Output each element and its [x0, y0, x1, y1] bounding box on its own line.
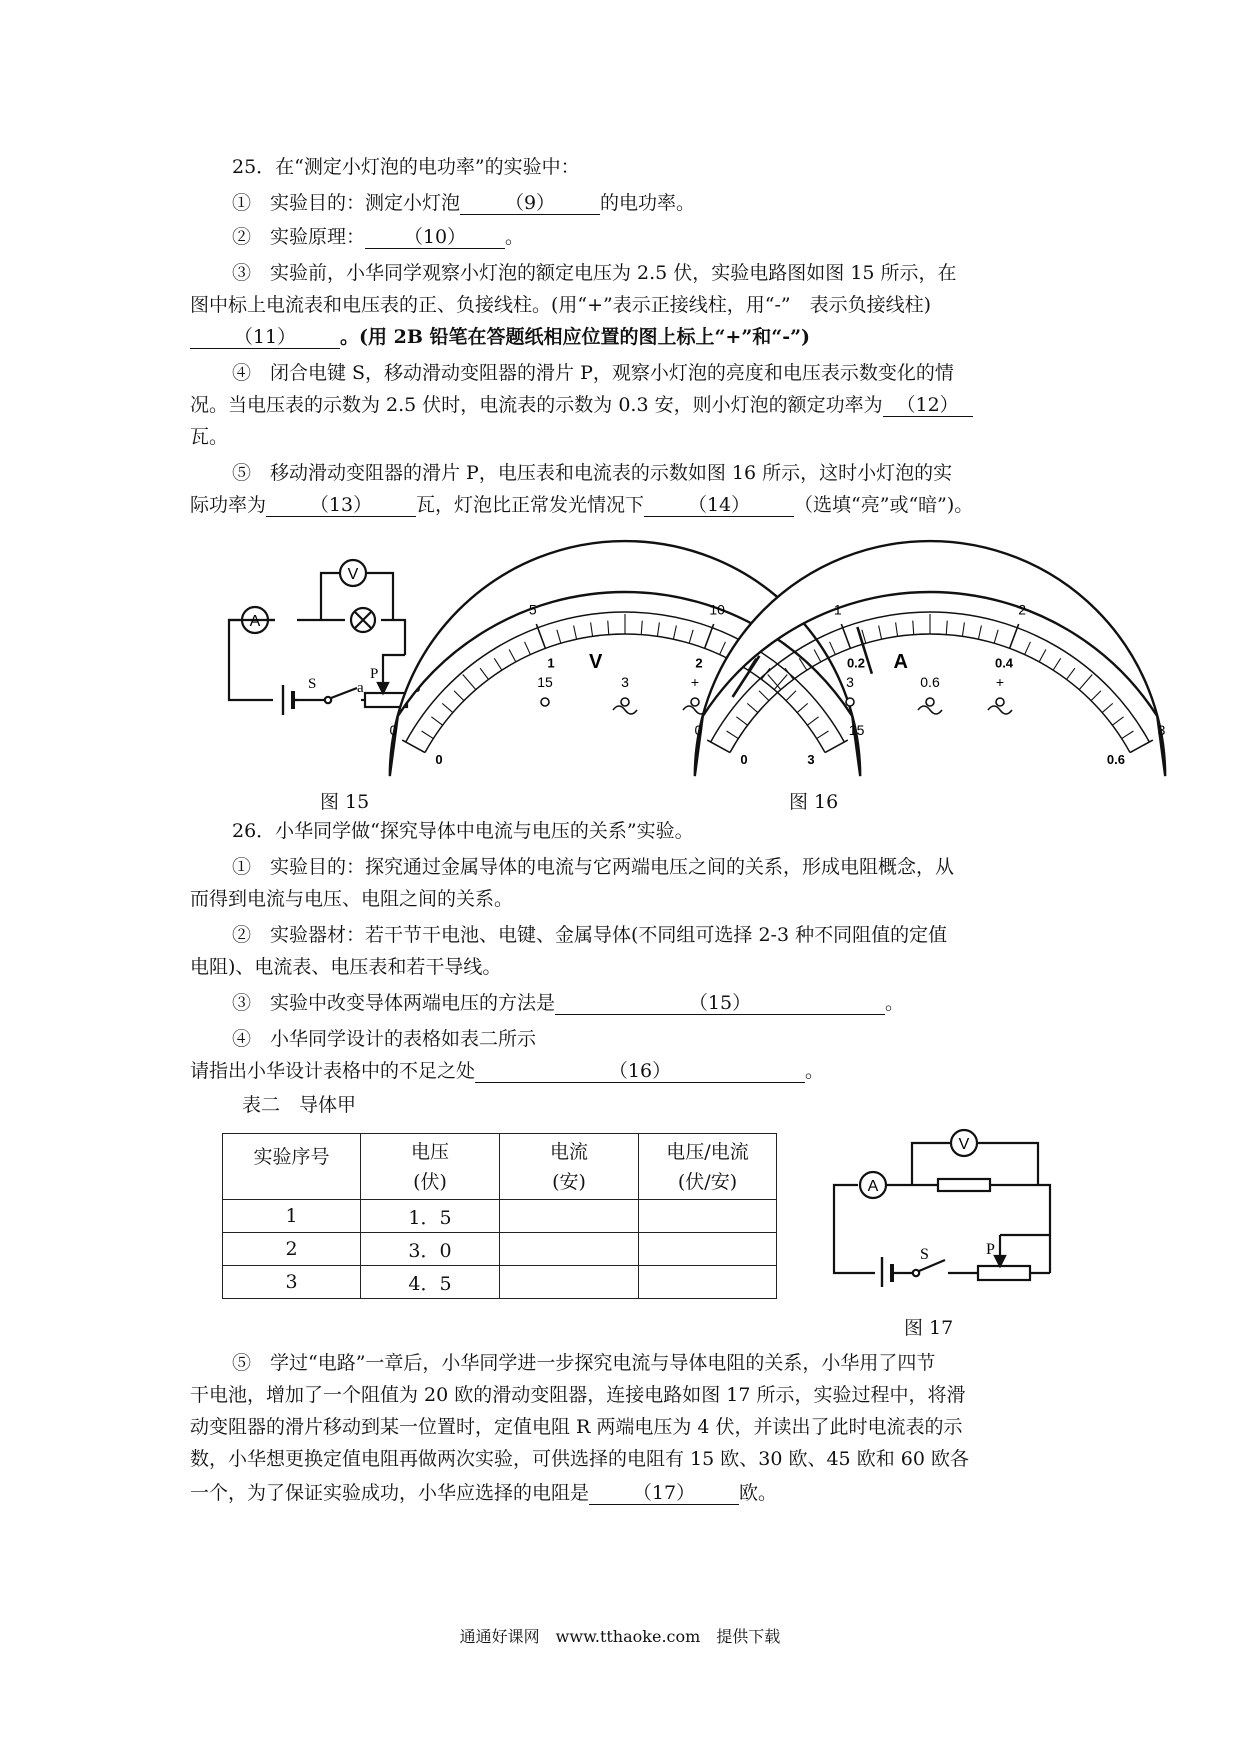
voltmeter-tick: [536, 624, 545, 648]
ammeter-tick: [1091, 691, 1101, 701]
q26-item5-line2: 干电池，增加了一个阻值为 20 欧的滑动变阻器，连接电路如图 17 所示，实验过程中，将滑: [190, 1384, 966, 1406]
voltmeter-inner-tick-label: 2: [695, 655, 703, 671]
q26-item5-line3: 动变阻器的滑片移动到某一位置时，定值电阻 R 两端电压为 4 伏，并读出了此时电流表的示: [190, 1416, 963, 1438]
q25-item2: [232, 226, 524, 249]
header-line2: (伏): [413, 1170, 447, 1193]
table-header-cell: [223, 1134, 361, 1200]
ammeter-outer-tick-label: 1: [833, 601, 842, 618]
voltmeter-tick: [422, 731, 434, 739]
table-header-cell: [500, 1134, 639, 1200]
ammeter-tick: [1079, 674, 1092, 689]
voltmeter-tick: [574, 626, 577, 640]
ammeter-tick: [814, 650, 821, 662]
voltmeter-tick: [720, 642, 726, 655]
table-header-cell: [639, 1134, 777, 1200]
table-cell[interactable]: [639, 1266, 777, 1299]
table-cell[interactable]: [500, 1233, 639, 1266]
voltmeter-tick: [689, 630, 693, 643]
voltmeter-tick: [705, 624, 714, 648]
header-line2: (安): [552, 1170, 586, 1193]
ammeter-terminal-post[interactable]: [926, 698, 934, 706]
voltmeter-inner-arc: [425, 634, 825, 753]
q26-item3-tail: 。: [885, 992, 905, 1014]
answer-blank-15[interactable]: （15）: [555, 992, 885, 1015]
figure-15-caption: 图 15: [320, 791, 370, 813]
ammeter-tick: [1053, 658, 1061, 670]
header-line1: 电压/电流: [666, 1140, 749, 1163]
q25-item1: [232, 192, 695, 215]
answer-blank-13[interactable]: （13）: [266, 494, 416, 517]
ammeter-tick: [946, 621, 947, 635]
q26-item3: [232, 992, 904, 1015]
q25-item3-instruction: 。(用 2B 铅笔在答题纸相应位置的图上标上“+”和“-”): [340, 326, 811, 348]
voltmeter-inner-tick-label: 1: [547, 655, 555, 671]
figure-17-caption: 图 17: [904, 1317, 954, 1339]
ammeter-tick: [785, 668, 793, 679]
q25-item2-tail: 。: [505, 226, 525, 248]
q25-item3-line2: 图中标上电流表和电压表的正、负接线柱。(用“+”表示正接线柱，用“-” 表示负接线柱): [190, 294, 932, 316]
ammeter-tick: [799, 658, 807, 670]
answer-blank-11[interactable]: （11）: [190, 326, 340, 349]
q26-item4-text: 请指出小华设计表格中的不足之处: [190, 1060, 476, 1082]
q26-item5-line5: [190, 1482, 777, 1505]
q25-item1-text: ① 实验目的：测定小灯泡: [232, 192, 461, 214]
table-cell: 1．5: [361, 1200, 500, 1233]
ammeter-inner-tick-label: 0: [740, 752, 748, 768]
q26-item5-text: 一个，为了保证实验成功，小华应选择的电阻是: [190, 1482, 590, 1504]
q25-item4-text: 况。当电压表的示数为 2.5 伏时，电流表的示数为 0.3 安，则小灯泡的额定功率为: [190, 394, 883, 416]
voltmeter-terminal-wire: [613, 706, 637, 714]
ammeter-tick: [841, 624, 850, 648]
table-cell: 1: [223, 1200, 361, 1233]
header-line1: 电流: [549, 1140, 588, 1163]
table-cell: 3．0: [361, 1233, 500, 1266]
figure-17-circuit: [820, 1125, 1070, 1300]
ammeter-tick: [978, 626, 981, 640]
voltmeter-tick: [402, 740, 425, 752]
voltmeter-tick: [525, 642, 531, 655]
q25-item5-line1: ⑤ 移动滑动变阻器的滑片 P，电压表和电流表的示数如图 16 所示，这时小灯泡的实: [232, 462, 953, 484]
voltmeter-tick: [454, 691, 464, 701]
answer-blank-14[interactable]: （14）: [644, 494, 794, 517]
ammeter-tick: [1039, 650, 1046, 662]
q25-item3-line3: [190, 326, 810, 349]
q26-item1-line2: 而得到电流与电压、电阻之间的关系。: [190, 888, 514, 910]
ammeter-tick: [830, 642, 836, 655]
answer-blank-17[interactable]: （17）: [589, 1482, 739, 1505]
q25-item4-line2: [190, 394, 973, 417]
fig15-p-label: P: [370, 666, 379, 682]
q25-item2-text: ② 实验原理：: [232, 226, 366, 248]
answer-blank-10[interactable]: （10）: [365, 226, 505, 249]
answer-blank-9[interactable]: （9）: [460, 192, 600, 215]
fig15-voltmeter-label: V: [347, 566, 359, 583]
ammeter-outer-tick-label: 0: [694, 722, 703, 739]
voltmeter-outer-tick-label: 5: [528, 601, 537, 618]
ammeter-tick: [913, 621, 914, 635]
fig15-switch-label: S: [308, 676, 317, 692]
q26-item4-tail: 。: [805, 1060, 825, 1082]
fig15-a-label: a: [357, 680, 364, 696]
voltmeter-tick: [657, 622, 659, 636]
header-line1: 实验序号: [253, 1146, 330, 1168]
fig17-voltmeter-label: V: [958, 1136, 970, 1153]
table-cell: 2: [223, 1233, 361, 1266]
voltmeter-terminal-label: +: [690, 674, 700, 690]
q26-item3-text: ③ 实验中改变导体两端电压的方法是: [232, 992, 556, 1014]
q25-item1-tail: 的电功率。: [600, 192, 696, 214]
voltmeter-terminal-label: 15: [537, 674, 553, 690]
q26-title: 26．小华同学做“探究导体中电流与电压的关系”实验。: [232, 820, 694, 842]
header-line2: (伏/安): [677, 1170, 738, 1193]
voltmeter-inner-tick-label: 0: [435, 752, 443, 768]
q25-item5-text-c: （选填“亮”或“暗”)。: [794, 494, 974, 516]
table-cell: 3: [223, 1266, 361, 1299]
q25-item4-line3: 瓦。: [190, 426, 229, 448]
voltmeter-tick: [825, 740, 848, 752]
ammeter-tick: [1010, 624, 1019, 648]
ammeter-tick: [768, 674, 781, 689]
q26-item4-line2: [190, 1060, 824, 1083]
ammeter-terminal-post[interactable]: [996, 698, 1004, 706]
voltmeter-tick: [673, 626, 676, 640]
q25-item5-line2: [190, 494, 973, 517]
table-row: [223, 1233, 777, 1266]
ammeter-terminal-post[interactable]: [846, 698, 854, 706]
ammeter-tick: [1122, 731, 1134, 739]
q26-item5-line4: 数，小华想更换定值电阻再做两次实验，可供选择的电阻有 15 欧、30 欧、45 欧和 60 欧各: [190, 1448, 969, 1470]
table-header-cell: [361, 1134, 500, 1200]
ammeter-outer-tick-label: 3: [1157, 722, 1166, 739]
table-header-row: [223, 1134, 777, 1200]
q26-item5-tail: 欧。: [739, 1482, 778, 1504]
table-cell[interactable]: [500, 1266, 639, 1299]
voltmeter-outer-tick-label: 15: [848, 722, 865, 739]
fig17-ammeter-label: A: [867, 1178, 879, 1195]
ammeter-tick: [1112, 717, 1123, 725]
q25-item3-line1: ③ 实验前，小华同学观察小灯泡的额定电压为 2.5 伏，实验电路图如图 15 所示，在: [232, 262, 957, 284]
voltmeter-tick: [591, 622, 593, 636]
table-2-title: 表二 导体甲: [242, 1094, 357, 1116]
voltmeter-terminal-label: 3: [621, 674, 629, 690]
ammeter-casing: [695, 541, 1165, 776]
ammeter-terminal-label: 0.6: [920, 674, 940, 690]
header-line1: 电压: [410, 1140, 449, 1163]
q25-item4-line1: ④ 闭合电键 S，移动滑动变阻器的滑片 P，观察小灯泡的亮度和电压表示数变化的情: [232, 362, 954, 384]
ammeter-tick: [707, 740, 730, 752]
ammeter-terminal-label: +: [995, 674, 1005, 690]
q26-item2-line1: ② 实验器材：若干节干电池、电键、金属导体(不同组可选择 2-3 种不同阻值的定值: [232, 924, 948, 946]
voltmeter-tick: [774, 674, 787, 689]
ammeter-tick: [1130, 740, 1153, 752]
voltmeter-tick: [608, 621, 609, 635]
q25-item5-text-b: 瓦，灯泡比正常发光情况下: [416, 494, 645, 516]
table-2: [222, 1133, 777, 1299]
table-cell[interactable]: [500, 1200, 639, 1233]
voltmeter-tick: [641, 621, 642, 635]
ammeter-tick: [896, 622, 898, 636]
answer-blank-16[interactable]: （16）: [475, 1060, 805, 1083]
voltmeter-tick: [557, 630, 561, 643]
ammeter-inner-arc: [730, 634, 1130, 753]
voltmeter-tick: [817, 731, 829, 739]
ammeter-unit-label: A: [893, 651, 908, 674]
q26-item1-line1: ① 实验目的：探究通过金属导体的电流与它两端电压之间的关系，形成电阻概念，从: [232, 856, 955, 878]
voltmeter-outer-tick-label: 10: [709, 601, 725, 618]
ammeter-tick: [1025, 642, 1031, 655]
voltmeter-outer-tick-label: 0: [389, 722, 398, 739]
ammeter-terminal-wire: [988, 706, 1012, 714]
ammeter-tick: [879, 626, 882, 640]
voltmeter-tick: [494, 658, 502, 670]
table-row: [223, 1266, 777, 1299]
voltmeter-terminal-post[interactable]: [691, 698, 699, 706]
voltmeter-tick: [480, 668, 488, 679]
q26-item5-line1: ⑤ 学过“电路”一章后，小华同学进一步探究电流与导体电阻的关系，小华用了四节: [232, 1352, 936, 1374]
ammeter-tick: [962, 622, 964, 636]
ammeter-tick: [727, 731, 739, 739]
voltmeter-inner-tick-label: 3: [807, 752, 815, 768]
ammeter-inner-tick-label: 0.2: [846, 655, 866, 671]
voltmeter-terminal-post[interactable]: [541, 698, 549, 706]
fig17-p-label: P: [986, 1241, 995, 1258]
page-footer: 通通好课网 www.tthaoke.com 提供下载: [459, 1627, 781, 1646]
ammeter-inner-tick-label: 0.4: [994, 655, 1014, 671]
q25-title: 25．在“测定小灯泡的电功率”的实验中：: [232, 156, 580, 178]
voltmeter-terminal-post[interactable]: [621, 698, 629, 706]
table-cell[interactable]: [639, 1233, 777, 1266]
ammeter-terminal-label: 3: [846, 674, 854, 690]
answer-blank-12[interactable]: （12）: [883, 394, 973, 417]
ammeter-inner-tick-label: 0.6: [1106, 752, 1126, 768]
table-cell: 4．5: [361, 1266, 500, 1299]
q26-item4-line1: ④ 小华同学设计的表格如表二所示: [232, 1028, 537, 1050]
voltmeter-tick: [509, 650, 516, 662]
q25-item5-text-a: 际功率为: [190, 494, 267, 516]
q26-item2-line2: 电阻)、电流表、电压表和若干导线。: [190, 956, 502, 978]
ammeter-outer-tick-label: 2: [1018, 601, 1027, 618]
fig15-ammeter-label: A: [249, 613, 261, 630]
ammeter-tick: [994, 630, 998, 643]
fig17-switch-label: S: [920, 1246, 929, 1263]
table-row: [223, 1200, 777, 1233]
ammeter-tick: [1102, 703, 1113, 712]
figure-16-caption: 图 16: [789, 791, 839, 813]
table-cell[interactable]: [639, 1200, 777, 1233]
voltmeter-unit-label: V: [589, 651, 603, 674]
voltmeter-tick: [463, 674, 476, 689]
ammeter-tick: [1067, 668, 1075, 679]
ammeter-terminal-wire: [918, 706, 942, 714]
